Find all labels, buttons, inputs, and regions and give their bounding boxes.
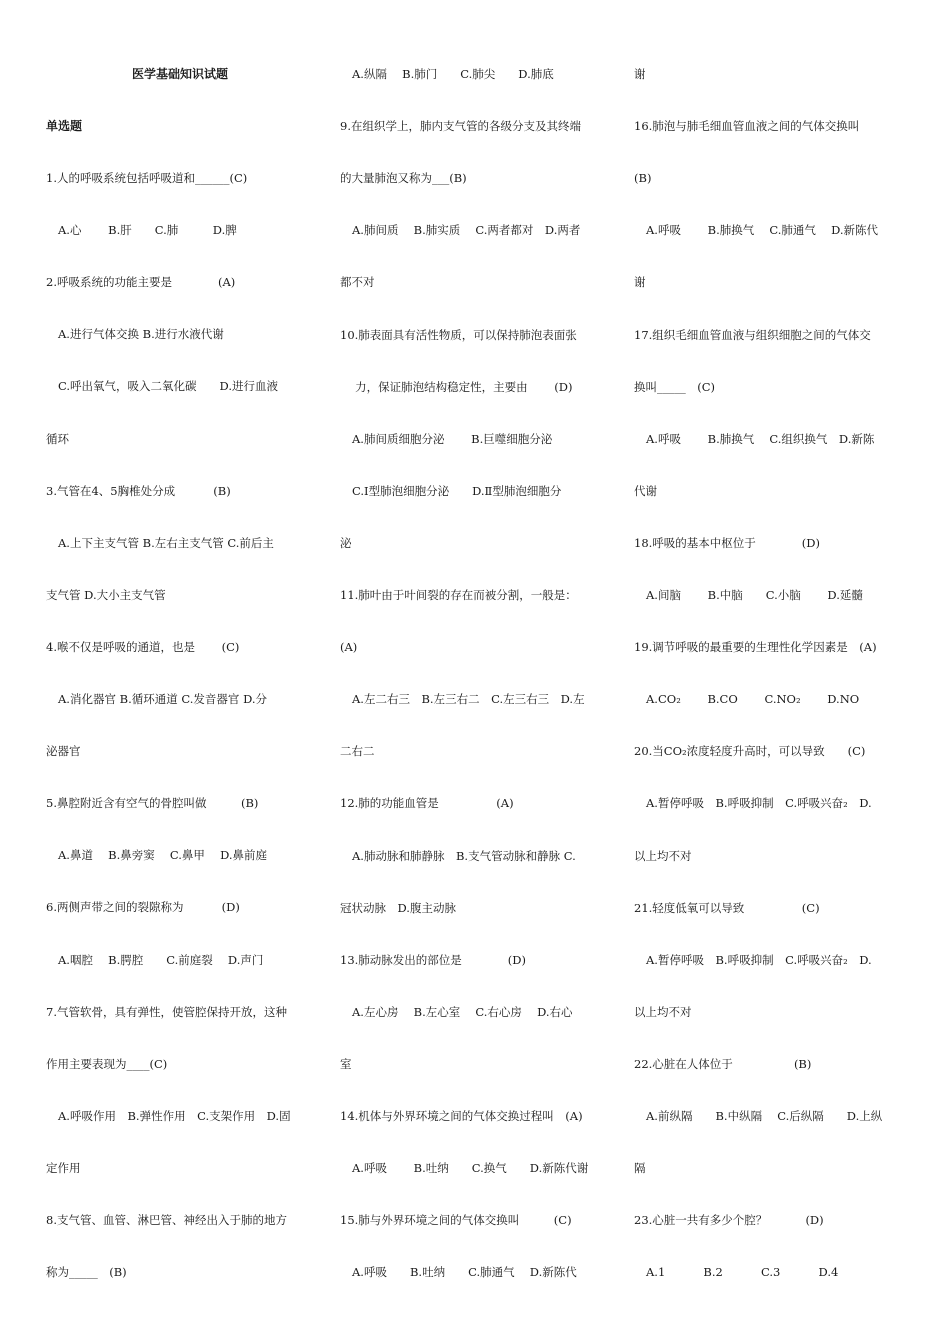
text-line: A.进行气体交换 B.进行水液代谢 <box>58 327 224 342</box>
text-line: 18.呼吸的基本中枢位于 (D) <box>634 535 820 550</box>
text-line: 2.呼吸系统的功能主要是 (A) <box>46 275 236 290</box>
text-line: 10.肺表面具有活性物质，可以保持肺泡表面张 <box>340 327 577 342</box>
text-line: A.CO₂ B.CO C.NO₂ D.NO <box>646 692 860 707</box>
text-line: A.纵隔 B.肺门 C.肺尖 D.肺底 <box>352 67 554 81</box>
text-line: A.呼吸作用 B.弹性作用 C.支架作用 D.固 <box>58 1108 291 1123</box>
text-line: A.左心房 B.左心室 C.右心房 D.右心 <box>352 1004 573 1019</box>
text-line: 谢 <box>634 67 646 81</box>
text-line: A.咽腔 B.腭腔 C.前庭裂 D.声门 <box>58 952 264 967</box>
text-line: C.Ⅰ型肺泡细胞分泌 D.Ⅱ型肺泡细胞分 <box>352 483 562 498</box>
text-line: 换叫_____ (C) <box>634 379 716 394</box>
text-line: 6.两侧声带之间的裂隙称为 (D) <box>46 900 240 915</box>
text-line: (B) <box>634 171 652 186</box>
text-line: 代谢 <box>634 483 657 498</box>
text-line: A.呼吸 B.吐纳 C.换气 D.新陈代谢 <box>352 1161 589 1176</box>
text-line: 22.心脏在人体位于 (B) <box>634 1056 812 1071</box>
text-line: A.前纵隔 B.中纵隔 C.后纵隔 D.上纵 <box>646 1109 883 1123</box>
text-line: 二右二 <box>340 744 375 759</box>
text-line: A.1 B.2 C.3 D.4 <box>646 1265 839 1280</box>
text-line: 9.在组织学上，肺内支气管的各级分支及其终端 <box>340 119 581 134</box>
text-line: 都不对 <box>340 275 375 290</box>
text-line: 室 <box>340 1056 352 1071</box>
text-line: A.肺动脉和肺静脉 B.支气管动脉和静脉 C. <box>352 848 576 863</box>
text-line: 泌器官 <box>46 744 81 759</box>
text-line: A.呼吸 B.肺换气 C.组织换气 D.新陈 <box>646 431 875 446</box>
text-line: 1.人的呼吸系统包括呼吸道和______(C) <box>46 171 248 185</box>
text-line: 谢 <box>634 275 646 290</box>
text-line: 19.调节呼吸的最重要的生理性化学因素是 (A) <box>634 640 877 655</box>
text-line: 冠状动脉 D.腹主动脉 <box>340 900 456 915</box>
text-line: 16.肺泡与肺毛细血管血液之间的气体交换叫 <box>634 119 860 134</box>
document-title: 医学基础知识试题 <box>132 67 229 81</box>
text-line: 4.喉不仅是呼吸的通道，也是 (C) <box>46 639 240 654</box>
text-line: 7.气管软骨，具有弹性，使管腔保持开放，这种 <box>46 1004 287 1019</box>
text-line: 支气管 D.大小主支气管 <box>46 587 166 602</box>
text-line: 作用主要表现为____(C) <box>46 1056 168 1071</box>
text-line: A.呼吸 B.肺换气 C.肺通气 D.新陈代 <box>646 223 879 238</box>
text-line: A.上下主支气管 B.左右主支气管 C.前后主 <box>58 535 274 550</box>
text-line: A.间脑 B.中脑 C.小脑 D.延髓 <box>646 588 863 602</box>
text-line: A.心 B.肝 C.肺 D.脾 <box>58 223 237 238</box>
text-line: (A) <box>340 640 358 655</box>
text-line: A.消化器官 B.循环通道 C.发音器官 D.分 <box>58 692 268 706</box>
section-heading: 单选题 <box>46 119 83 133</box>
text-line: C.呼出氧气，吸入二氧化碳 D.进行血液 <box>58 379 279 394</box>
text-line: 8.支气管、血管、淋巴管、神经出入于肺的地方 <box>46 1213 287 1227</box>
text-line: A.暂停呼吸 B.呼吸抑制 C.呼吸兴奋₂ D. <box>646 952 872 967</box>
text-line: A.左二右三 B.左三右二 C.左三右三 D.左 <box>352 692 585 707</box>
text-line: 3.气管在4、5胸椎处分成 (B) <box>46 483 231 498</box>
text-line: 定作用 <box>46 1160 81 1175</box>
text-line: A.肺间质 B.肺实质 C.两者都对 D.两者 <box>352 223 581 238</box>
text-line: 17.组织毛细血管血液与组织细胞之间的气体交 <box>634 327 871 342</box>
text-line: 泌 <box>340 535 352 550</box>
text-line: 力，保证肺泡结构稳定性，主要由 (D) <box>340 379 573 394</box>
text-line: 12.肺的功能血管是 (A) <box>340 796 514 811</box>
text-line: 5.鼻腔附近含有空气的骨腔叫做 (B) <box>46 796 259 811</box>
text-line: 以上均不对 <box>634 848 692 863</box>
text-line: A.鼻道 B.鼻旁窦 C.鼻甲 D.鼻前庭 <box>58 848 268 863</box>
text-line: 15.肺与外界环境之间的气体交换叫 (C) <box>340 1213 572 1228</box>
text-line: A.暂停呼吸 B.呼吸抑制 C.呼吸兴奋₂ D. <box>646 796 872 811</box>
text-line: 13.肺动脉发出的部位是 (D) <box>340 952 526 967</box>
text-line: 循环 <box>46 431 69 446</box>
text-line: 以上均不对 <box>634 1004 692 1019</box>
text-line: 23.心脏一共有多少个腔？ (D) <box>634 1213 824 1228</box>
text-line: A.呼吸 B.吐纳 C.肺通气 D.新陈代 <box>352 1265 577 1280</box>
text-line: 称为_____ (B) <box>46 1265 127 1280</box>
text-line: 21.轻度低氧可以导致 (C) <box>634 900 820 915</box>
text-line: 隔 <box>634 1161 646 1176</box>
text-line: 20.当CO₂浓度轻度升高时，可以导致 (C) <box>634 744 866 759</box>
text-line: A.肺间质细胞分泌 B.巨噬细胞分泌 <box>352 431 553 446</box>
text-line: 14.机体与外界环境之间的气体交换过程叫 (A) <box>340 1109 583 1123</box>
text-line: 的大量肺泡又称为___(B) <box>340 171 467 186</box>
text-line: 11.肺叶由于叶间裂的存在而被分割，一般是： <box>340 588 577 602</box>
